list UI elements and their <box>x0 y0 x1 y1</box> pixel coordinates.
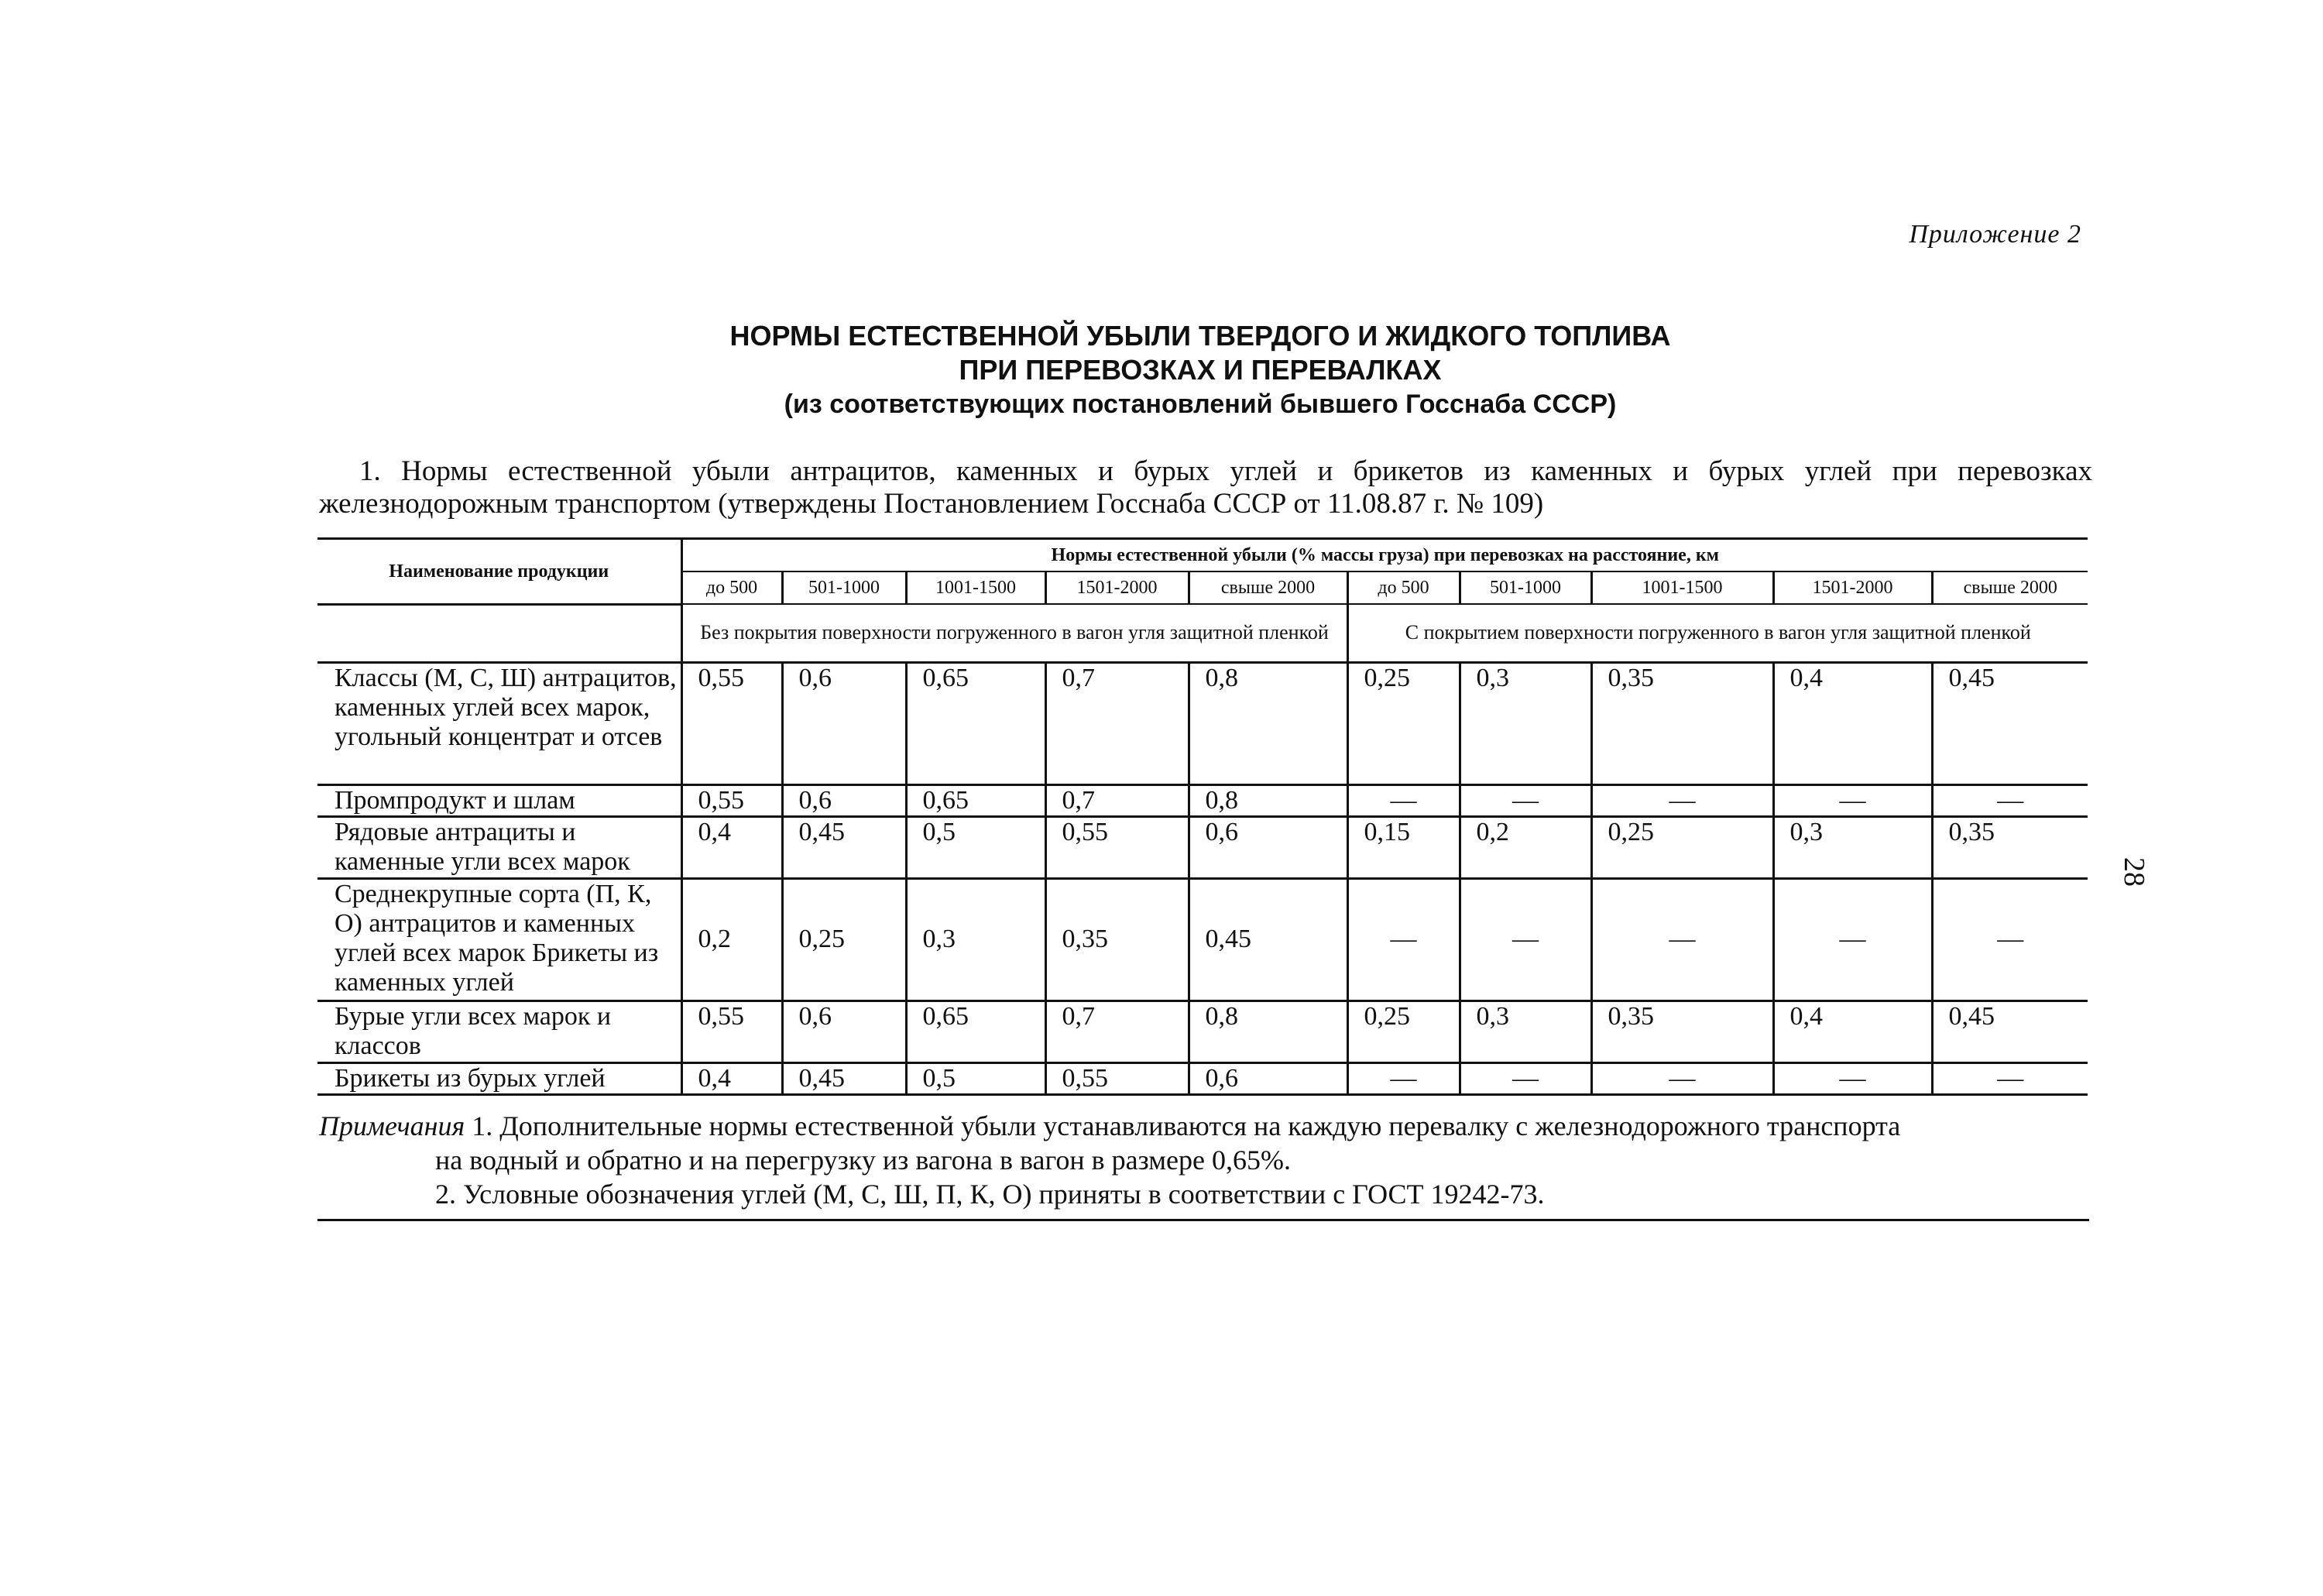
value-cell: 0,8 <box>1189 1001 1347 1062</box>
product-name-cell: Классы (М, С, Ш) антрацитов, каменных углей всех марок, угольный концентрат и отсев <box>317 662 681 784</box>
coating-row <box>317 604 2088 662</box>
value-cell: 0,4 <box>681 1062 782 1094</box>
table-row <box>317 1062 2088 1094</box>
product-name-cell: Брикеты из бурых углей <box>317 1062 681 1094</box>
value-cell: — <box>1347 784 1460 816</box>
value-cell: 0,65 <box>906 784 1045 816</box>
product-name-cell: Промпродукт и шлам <box>317 784 681 816</box>
value-cell: — <box>1347 1062 1460 1094</box>
value-cell: — <box>1773 878 1932 1001</box>
product-name-cell: Бурые угли всех марок и классов <box>317 1001 681 1062</box>
value-cell: 0,15 <box>1347 816 1460 878</box>
value-cell: 0,45 <box>782 816 906 878</box>
value-cell: 0,45 <box>782 1062 906 1094</box>
value-cell: 0,45 <box>1932 1001 2088 1062</box>
value-cell: 0,3 <box>1460 662 1591 784</box>
range-header: до 500 <box>1347 571 1460 604</box>
without-coating-header: Без покрытия поверхности погруженного в вагон угля защитной пленкой <box>681 604 1347 662</box>
table-row <box>317 816 2088 878</box>
value-cell: 0,35 <box>1591 662 1773 784</box>
value-cell: 0,25 <box>1591 816 1773 878</box>
value-cell: 0,45 <box>1189 878 1347 1001</box>
value-cell: 0,3 <box>1460 1001 1591 1062</box>
value-cell: 0,4 <box>681 816 782 878</box>
value-cell: 0,7 <box>1045 1001 1189 1062</box>
value-cell: 0,55 <box>681 1001 782 1062</box>
table-row <box>317 878 2088 1001</box>
value-cell: 0,7 <box>1045 662 1189 784</box>
value-cell: 0,7 <box>1045 784 1189 816</box>
range-header: 501-1000 <box>1460 571 1591 604</box>
value-cell: — <box>1932 878 2088 1001</box>
value-cell: 0,4 <box>1773 1001 1932 1062</box>
value-cell: 0,6 <box>782 1001 906 1062</box>
value-cell: 0,55 <box>1045 1062 1189 1094</box>
blank-header-cell <box>317 604 681 662</box>
value-cell: — <box>1460 784 1591 816</box>
range-header: свыше 2000 <box>1189 571 1347 604</box>
table-row <box>317 784 2088 816</box>
value-cell: — <box>1347 878 1460 1001</box>
notes-section <box>319 1109 2092 1211</box>
range-header: 1501-2000 <box>1045 571 1189 604</box>
value-cell: 0,6 <box>782 662 906 784</box>
value-cell: 0,65 <box>906 1001 1045 1062</box>
value-cell: 0,55 <box>681 784 782 816</box>
value-cell: 0,8 <box>1189 784 1347 816</box>
value-cell: 0,5 <box>906 816 1045 878</box>
value-cell: 0,35 <box>1932 816 2088 878</box>
value-cell: 0,2 <box>681 878 782 1001</box>
value-cell: 0,4 <box>1773 662 1932 784</box>
value-cell: — <box>1591 878 1773 1001</box>
title-line-3: (из соответствующих постановлений бывшего Госснаба СССР) <box>784 390 1617 419</box>
value-cell: 0,45 <box>1932 662 2088 784</box>
note-1-continuation: на водный и обратно и на перегрузку из вагона в вагон в размере 0,65%. <box>435 1145 1291 1176</box>
range-header: 1001-1500 <box>906 571 1045 604</box>
norms-main-header: Нормы естественной убыли (% массы груза) при перевозках на расстояние, км <box>681 539 2088 572</box>
note-2: 2. Условные обозначения углей (М, С, Ш, П, К, О) приняты в соответствии с ГОСТ 19242-73. <box>435 1179 1545 1210</box>
value-cell: — <box>1460 878 1591 1001</box>
notes-label: Примечания <box>319 1110 465 1141</box>
value-cell: 0,25 <box>782 878 906 1001</box>
value-cell: 0,6 <box>1189 816 1347 878</box>
with-coating-header: С покрытием поверхности погруженного в вагон угля защитной пленкой <box>1347 604 2088 662</box>
value-cell: — <box>1773 784 1932 816</box>
product-name-header: Наименование продукции <box>317 539 681 605</box>
value-cell: 0,65 <box>906 662 1045 784</box>
note-1-text: 1. Дополнительные нормы естественной убыли устанавливаются на каждую перевалку с железнодорожного транспорта <box>472 1110 1901 1141</box>
intro-paragraph: 1. Нормы естественной убыли антрацитов, каменных и бурых углей и брикетов из каменных и бурых углей при перевозках железнодорожным транспортом (утверждены Постановлением Госснаба СССР от 11.08.87 г. № 109) <box>319 455 2092 520</box>
page-number: 28 <box>2118 857 2150 887</box>
value-cell: — <box>1591 1062 1773 1094</box>
value-cell: 0,25 <box>1347 1001 1460 1062</box>
value-cell: 0,6 <box>782 784 906 816</box>
note-1 <box>319 1109 2092 1143</box>
value-cell: 0,5 <box>906 1062 1045 1094</box>
value-cell: 0,8 <box>1189 662 1347 784</box>
value-cell: — <box>1591 784 1773 816</box>
value-cell: — <box>1932 784 2088 816</box>
appendix-label: Приложение 2 <box>1909 220 2081 249</box>
range-header: 1501-2000 <box>1773 571 1932 604</box>
title-line-1: НОРМЫ ЕСТЕСТВЕННОЙ УБЫЛИ ТВЕРДОГО И ЖИДКОГО ТОПЛИВА <box>729 320 1671 352</box>
value-cell: 0,3 <box>1773 816 1932 878</box>
range-header: 1001-1500 <box>1591 571 1773 604</box>
value-cell: 0,25 <box>1347 662 1460 784</box>
bottom-rule <box>317 1219 2089 1221</box>
product-name-cell: Рядовые антрациты и каменные угли всех марок <box>317 816 681 878</box>
value-cell: — <box>1932 1062 2088 1094</box>
value-cell: 0,55 <box>1045 816 1189 878</box>
table-row <box>317 662 2088 784</box>
title-line-2: ПРИ ПЕРЕВОЗКАХ И ПЕРЕВАЛКАХ <box>959 354 1442 386</box>
value-cell: 0,55 <box>681 662 782 784</box>
norms-table <box>317 537 2088 1096</box>
range-header: свыше 2000 <box>1932 571 2088 604</box>
document-title <box>542 319 1858 421</box>
value-cell: — <box>1460 1062 1591 1094</box>
value-cell: 0,6 <box>1189 1062 1347 1094</box>
table-row <box>317 1001 2088 1062</box>
value-cell: 0,35 <box>1045 878 1189 1001</box>
value-cell: 0,2 <box>1460 816 1591 878</box>
range-header: 501-1000 <box>782 571 906 604</box>
value-cell: 0,3 <box>906 878 1045 1001</box>
value-cell: — <box>1773 1062 1932 1094</box>
value-cell: 0,35 <box>1591 1001 1773 1062</box>
range-header: до 500 <box>681 571 782 604</box>
product-name-cell: Среднекрупные сорта (П, К, О) антрацитов и каменных углей всех марок Брикеты из каменных углей <box>317 878 681 1001</box>
